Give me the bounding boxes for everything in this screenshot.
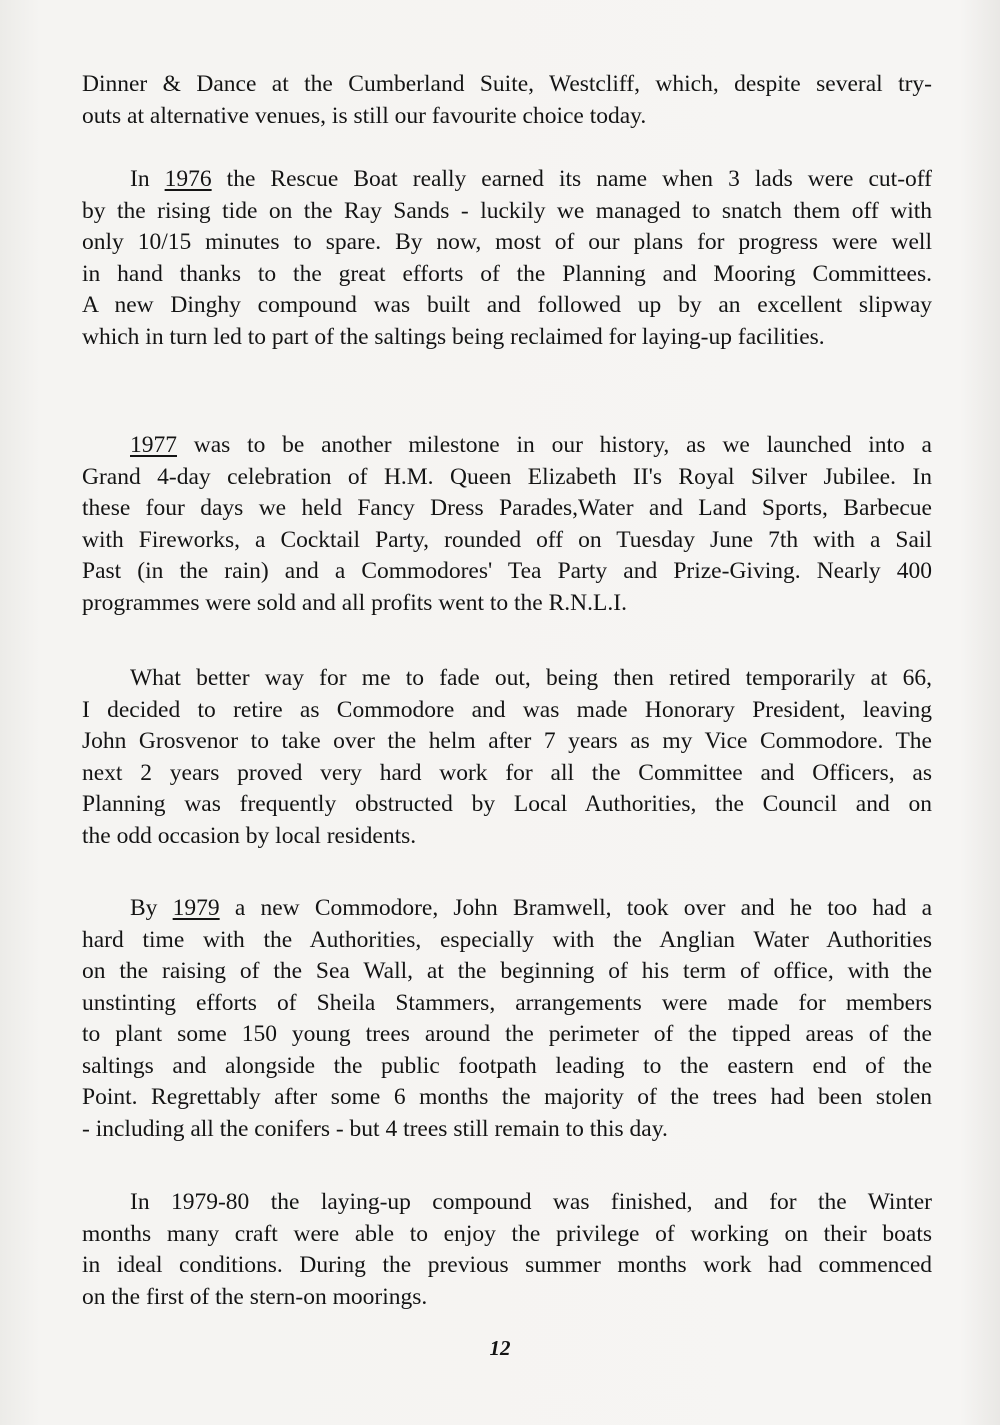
text-line: Planning was frequently obstructed by Local Authorities, the Council and on [82, 791, 932, 817]
text-line: on the raising of the Sea Wall, at the beginning of his term of office, with the [82, 958, 932, 984]
paragraph-dinner-dance [82, 69, 932, 132]
text-line: Dinner & Dance at the Cumberland Suite, Westcliff, which, despite several try- [82, 71, 932, 97]
text-line: unstinting efforts of Sheila Stammers, arrangements were made for members [82, 989, 932, 1016]
paragraph-1979 [82, 893, 932, 1145]
text-line [82, 893, 932, 925]
year-1979: 1979 [172, 895, 220, 921]
text-line: hard time with the Authorities, especially with the Anglian Water Authorities [82, 926, 932, 953]
text-line: programmes were sold and all profits went to the R.N.L.I. [82, 589, 627, 616]
text-line: in ideal conditions. During the previous summer months work had commenced [82, 1252, 932, 1278]
year-1976: 1976 [164, 166, 212, 192]
text-line: What better way for me to fade out, being then retired temporarily at 66, [130, 665, 932, 691]
text-line: In 1979-80 the laying-up compound was finished, and for the Winter [130, 1189, 932, 1215]
text-line: only 10/15 minutes to spare. By now, most of our plans for progress were well [82, 229, 932, 255]
paragraph-lead-word: In [130, 166, 165, 192]
year-1977: 1977 [130, 432, 177, 458]
paragraph-1979-80 [82, 1187, 932, 1313]
text-line-rest: the Rescue Boat really earned its name when 3 lads were cut-off [211, 166, 932, 192]
text-line: to plant some 150 young trees around the perimeter of the tipped areas of the [82, 1021, 932, 1047]
paragraph-lead-word: By [130, 895, 173, 921]
text-line: Point. Regrettably after some 6 months the majority of the trees had been stolen [82, 1084, 932, 1110]
text-line: which in turn led to part of the saltings being reclaimed for laying-up facilities. [82, 323, 825, 350]
text-line: months many craft were able to enjoy the privilege of working on their boats [82, 1220, 932, 1247]
paragraph-1976 [82, 164, 932, 353]
text-line: by the rising tide on the Ray Sands - luckily we managed to snatch them off with [82, 197, 932, 224]
text-line-rest: was to be another milestone in our history, as we launched into a [177, 432, 932, 458]
text-line: Grand 4-day celebration of H.M. Queen Elizabeth II's Royal Silver Jubilee. In [82, 463, 932, 490]
text-line: in hand thanks to the great efforts of the Planning and Mooring Committees. [82, 260, 932, 287]
text-line: next 2 years proved very hard work for all the Committee and Officers, as [82, 759, 932, 786]
text-line: these four days we held Fancy Dress Parades,Water and Land Sports, Barbecue [82, 495, 932, 521]
text-line [82, 164, 932, 196]
text-line: I decided to retire as Commodore and was made Honorary President, leaving [82, 696, 932, 723]
text-line: A new Dinghy compound was built and followed up by an excellent slipway [82, 292, 932, 318]
paragraph-1977 [82, 430, 932, 619]
text-line: - including all the conifers - but 4 trees still remain to this day. [82, 1115, 668, 1142]
paragraph-retirement [82, 663, 932, 852]
text-line [82, 430, 932, 462]
text-line: with Fireworks, a Cocktail Party, rounded off on Tuesday June 7th with a Sail [82, 526, 932, 553]
text-line: saltings and alongside the public footpath leading to the eastern end of the [82, 1052, 932, 1079]
text-line: on the first of the stern-on moorings. [82, 1283, 428, 1310]
text-line: Past (in the rain) and a Commodores' Tea Party and Prize-Giving. Nearly 400 [82, 558, 932, 584]
text-line: John Grosvenor to take over the helm after 7 years as my Vice Commodore. The [82, 728, 932, 754]
text-line: the odd occasion by local residents. [82, 822, 417, 849]
page-number: 12 [489, 1336, 511, 1360]
text-line: outs at alternative venues, is still our favourite choice today. [82, 102, 647, 129]
text-line-rest: a new Commodore, John Bramwell, took over and he too had a [219, 895, 932, 921]
